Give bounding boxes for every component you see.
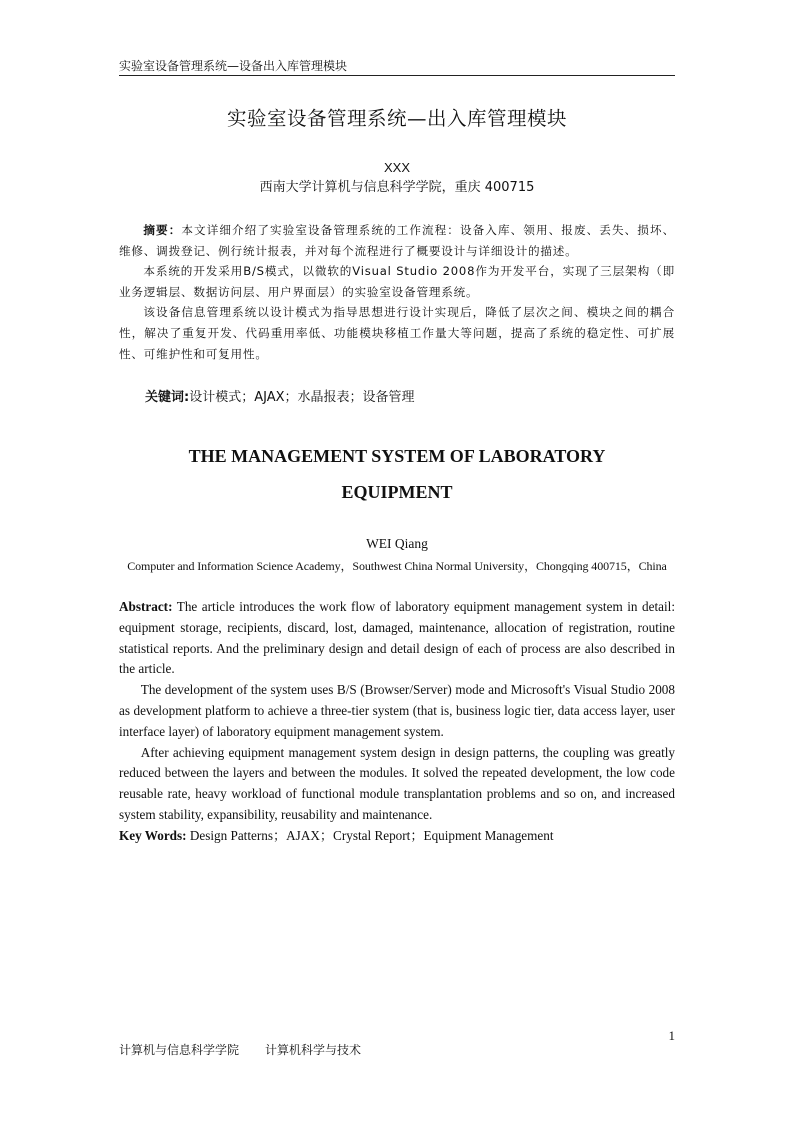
running-header: 实验室设备管理系统—设备出入库管理模块 — [119, 58, 675, 76]
chinese-title: 实验室设备管理系统—出入库管理模块 — [226, 107, 567, 130]
english-title-line-2: EQUIPMENT — [341, 482, 453, 502]
chinese-abstract-paragraph-3: 该设备信息管理系统以设计模式为指导思想进行设计实现后，降低了层次之间、模块之间的耦合性，解决了重复开发、代码重用率低、功能模块移植工作量大等问题，提高了系统的稳定性、可扩展性、可维护性和可复用性。 — [119, 305, 675, 361]
english-abstract-paragraph-3: After achieving equipment management system design in design patterns, the coupling was greatly reduced between the layers and between the modules. It solved the repeated development, the low code reusable rate, heavy workload of functional module transplantation problems and so on, and increased system stability, expansibility, reusability and maintenance. — [119, 744, 675, 822]
footer-school: 计算机与信息科学学院 — [119, 1043, 240, 1057]
english-abstract-paragraph-2: The development of the system uses B/S (Browser/Server) mode and Microsoft's Visual Studio 2008 as development platform to achieve a three-tier system (that is, business logic tier, data access layer, user interface layer) of laboratory equipment management system. — [119, 682, 675, 739]
english-author: WEI Qiang — [366, 536, 428, 551]
chinese-keywords — [145, 388, 675, 408]
chinese-abstract — [119, 220, 675, 364]
english-abstract-label: Abstract: — [119, 599, 173, 614]
english-abstract-paragraph-1 — [119, 597, 675, 680]
english-keywords-text: Design Patterns；AJAX；Crystal Report；Equipment Management — [189, 828, 554, 843]
chinese-keywords-text: 设计模式；AJAX；水晶报表；设备管理 — [189, 390, 415, 405]
english-abstract-text-1: The article introduces the work flow of laboratory equipment management system in detail: equipment storage, recipients, discard, lost, damaged, maintenance, allocation of registration, routine statistical reports. And the preliminary design and detail design of each of process are also described in the article. — [119, 599, 675, 677]
chinese-affiliation: 西南大学计算机与信息科学学院，重庆 400715 — [259, 180, 535, 195]
english-title-line-1: THE MANAGEMENT SYSTEM OF LABORATORY — [188, 446, 606, 466]
running-footer — [119, 1042, 675, 1058]
english-affiliation: Computer and Information Science Academy，Southwest China Normal University，Chongqing 400715，China — [127, 559, 667, 573]
chinese-abstract-text-1: 本文详细介绍了实验室设备管理系统的工作流程：设备入库、领用、报废、丢失、损坏、维修、调拨登记、例行统计报表，并对每个流程进行了概要设计与详细设计的描述。 — [119, 223, 676, 258]
chinese-keywords-label: 关键词: — [145, 390, 190, 405]
chinese-abstract-paragraph-1 — [119, 220, 675, 261]
english-keywords-label: Key Words: — [119, 828, 187, 843]
chinese-abstract-paragraph-2: 本系统的开发采用B/S模式，以微软的Visual Studio 2008作为开发平台，实现了三层架构（即业务逻辑层、数据访问层、用户界面层）的实验室设备管理系统。 — [119, 264, 675, 299]
page-number: 1 — [668, 1028, 675, 1043]
chinese-author: XXX — [383, 160, 410, 175]
footer-major: 计算机科学与技术 — [265, 1043, 362, 1057]
chinese-abstract-label: 摘要： — [143, 223, 182, 237]
english-keywords — [119, 826, 675, 846]
english-abstract — [119, 597, 675, 826]
english-title — [119, 438, 675, 510]
